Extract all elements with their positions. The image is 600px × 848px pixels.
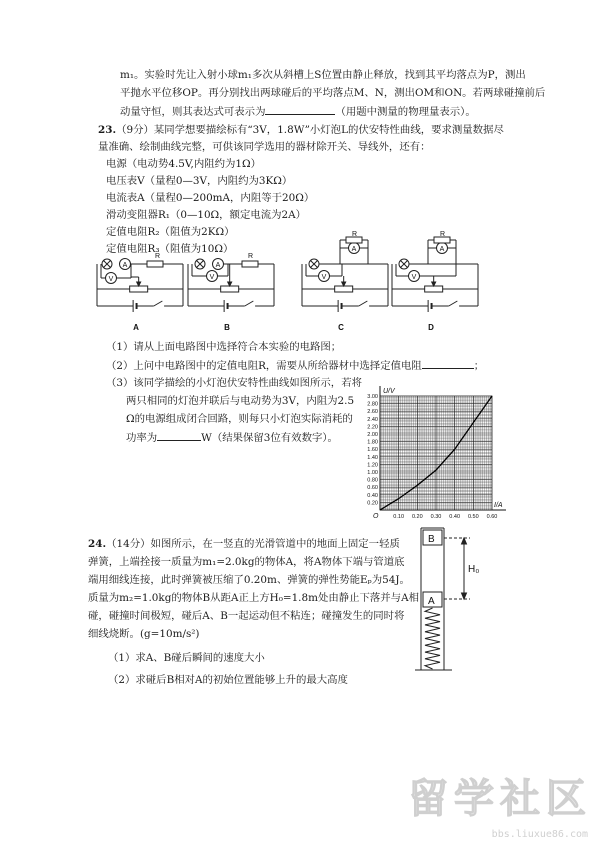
y-tick-label: 0.60 — [367, 485, 378, 492]
iv-chart — [350, 384, 510, 530]
resistor-icon — [147, 261, 163, 267]
x-tick-label: 0.60 — [486, 514, 498, 520]
q24-line-3: 端用细线连接，此时弹簧被压缩了0.20m、弹簧的弹性势能Eₚ为54J。 — [88, 574, 410, 586]
q24-line-1-text: （14分）如图所示，在一竖直的光滑管道中的地面上固定一轻质 — [106, 538, 400, 550]
q23-sub-3-line-2: 两只相同的灯泡并联后与电动势为3V，内阻为2.5 — [126, 395, 355, 407]
answer-blank[interactable] — [157, 430, 201, 441]
y-tick-label: 0.80 — [367, 477, 378, 484]
watermark-logo: 留学社区 — [408, 776, 592, 822]
top-para-text: 动量守恒，则其表达式可表示为 — [120, 106, 266, 118]
resistor-r-label: R — [155, 253, 161, 260]
ammeter-icon — [349, 243, 360, 254]
voltmeter-icon-label: V — [209, 274, 215, 281]
equip-2: 电压表V（量程0—3V，内阻约为3KΩ） — [106, 175, 293, 187]
ammeter-icon — [120, 259, 131, 270]
ammeter-icon-label: A — [351, 246, 357, 253]
h0-label: H₀ — [468, 564, 480, 575]
switch-icon — [154, 301, 163, 306]
x-tick-label: 0.10 — [393, 514, 405, 520]
answer-blank[interactable] — [422, 358, 474, 369]
circuit-a — [97, 253, 183, 332]
watermark-url: bbs.liuxue86.com — [491, 829, 588, 840]
ammeter-icon-label: A — [122, 262, 128, 269]
circuit-label-d: D — [428, 323, 434, 332]
voltmeter-icon — [319, 271, 330, 282]
y-tick-label: 1.20 — [367, 462, 378, 469]
y-tick-label: 3.00 — [367, 394, 378, 400]
ammeter-icon-label: A — [439, 246, 445, 253]
q23-sub-3-line-3: Ω的电源组成闭合回路，则每只小灯泡实际消耗的 — [126, 413, 353, 425]
q23-number: 23. — [98, 124, 117, 136]
top-para-tail: （用题中测量的物理量表示）。 — [335, 106, 476, 118]
voltmeter-icon-label: V — [321, 274, 327, 281]
x-tick-label: 0.20 — [411, 514, 423, 520]
x-axis-label: I/A — [494, 502, 503, 509]
resistor-r-label: R — [440, 231, 446, 238]
q23-sub-2-tail: ； — [473, 360, 485, 372]
y-tick-label: 1.40 — [367, 454, 378, 461]
y-tick-label: 2.80 — [367, 401, 378, 408]
q24-line-4: 质量为m₂=1.0kg的物体B从距A正上方H₀=1.8m处由静止下落并与A相 — [88, 592, 419, 604]
q24-number: 24. — [88, 538, 107, 550]
voltmeter-icon — [106, 273, 117, 284]
q24-line-5: 碰，碰撞时间极短，碰后A、B一起运动但不粘连；碰撞发生的同时将 — [88, 610, 405, 622]
y-axis-label: U/V — [383, 388, 395, 395]
y-tick-label: 2.20 — [367, 424, 378, 431]
resistor-icon — [242, 261, 258, 267]
q23-sub-2-text: （2）上问中电路图中的定值电阻R，需要从所给器材中选择定值电阻 — [106, 360, 422, 372]
q24-line-2: 弹簧，上端拴接一质量为m₁=2.0kg的物体A，将A物体下端与管道底 — [88, 556, 405, 568]
circuit-label-c: C — [338, 323, 344, 332]
lamp-icon — [399, 259, 409, 269]
voltmeter-icon — [207, 271, 218, 282]
resistor-r-label: R — [248, 253, 254, 260]
q23-sub-1: （1）请从上面电路图中选择符合本实验的电路图； — [106, 341, 342, 353]
q23-sub-3-text: 功率为 — [126, 432, 158, 444]
block-b-label: B — [428, 534, 435, 545]
equip-1: 电源（电动势4.5V,内阻约为1Ω） — [106, 158, 262, 170]
y-tick-label: 1.00 — [367, 470, 378, 476]
top-para-line-1: m₁。实验时先让入射小球m₁多次从斜槽上S位置由静止释放，找到其平均落点为P，测出 — [120, 69, 526, 81]
y-tick-label: 2.40 — [367, 416, 378, 423]
origin-label: O — [373, 513, 379, 520]
equip-3: 电流表A（量程0—200mA，内阻等于20Ω） — [106, 192, 315, 204]
q24-sub-2: （2）求碰后B相对A的初始位置能够上升的最大高度 — [108, 674, 348, 686]
y-tick-label: 2.00 — [367, 432, 378, 438]
circuit-diagrams — [0, 0, 600, 340]
circuit-d — [392, 231, 478, 332]
x-tick-label: 0.30 — [430, 514, 442, 520]
q23-sub-3-line-1: （3）该同学描绘的小灯泡伏安特性曲线如图所示，若将 — [106, 377, 362, 389]
q24-line-6: 细线烧断。(g=10m/s²) — [88, 628, 200, 640]
voltmeter-icon — [409, 271, 420, 282]
switch-icon — [359, 301, 368, 306]
resistor-r-label: R — [352, 231, 358, 238]
q23-sub-3-tail: W（结果保留3位有效数字）。 — [201, 432, 338, 444]
ammeter-icon — [213, 259, 224, 270]
q23-sub-2 — [106, 358, 484, 373]
y-tick-label: 1.80 — [367, 439, 378, 446]
y-tick-label: 0.20 — [367, 500, 378, 507]
q24-line-1 — [88, 537, 400, 551]
voltmeter-icon-label: V — [108, 276, 114, 283]
circuit-c — [302, 231, 388, 332]
y-tick-label: 1.60 — [367, 447, 378, 454]
voltmeter-icon-label: V — [411, 274, 417, 281]
x-tick-label: 0.50 — [467, 514, 479, 520]
switch-icon — [449, 301, 458, 306]
arrow-up — [462, 538, 467, 544]
q23-head-2: 量准确、绘制曲线完整，可供该同学选用的器材除开关、导线外，还有： — [98, 141, 431, 153]
block-a-label: A — [428, 596, 435, 607]
ammeter-icon-label: A — [215, 262, 221, 269]
x-tick-label: 0.40 — [449, 514, 461, 520]
q23-sub-3-line-4 — [126, 430, 338, 445]
equip-4: 滑动变阻器R₁（0—10Ω，额定电流为2A） — [106, 209, 307, 221]
q23-head-text: （9分）某同学想要描绘标有“3V，1.8W”小灯泡L的伏安特性曲线，要求测量数据尽 — [116, 124, 504, 136]
circuit-label-b: B — [224, 323, 230, 332]
lamp-icon — [195, 259, 205, 269]
switch-icon — [245, 301, 254, 306]
spring-tube-figure — [412, 524, 492, 674]
arrow-down — [462, 593, 467, 599]
spring — [425, 608, 440, 669]
equip-5: 定值电阻R₂（阻值为2KΩ） — [106, 226, 235, 238]
lamp-icon — [309, 259, 319, 269]
circuit-b — [188, 253, 274, 332]
equip-6: 定值电阻R₃（阻值为10Ω） — [106, 243, 234, 255]
top-para-line-2: 平抛水平位移OP。再分别找出两球碰后的平均落点M、N，测出OM和ON。若两球碰撞前后 — [120, 87, 546, 99]
y-tick-label: 0.40 — [367, 492, 378, 499]
ammeter-icon — [437, 243, 448, 254]
q24-sub-1: （1）求A、B碰后瞬间的速度大小 — [108, 652, 265, 664]
y-tick-label: 2.60 — [367, 409, 378, 416]
lamp-icon — [102, 259, 112, 269]
circuit-label-a: A — [133, 323, 139, 332]
